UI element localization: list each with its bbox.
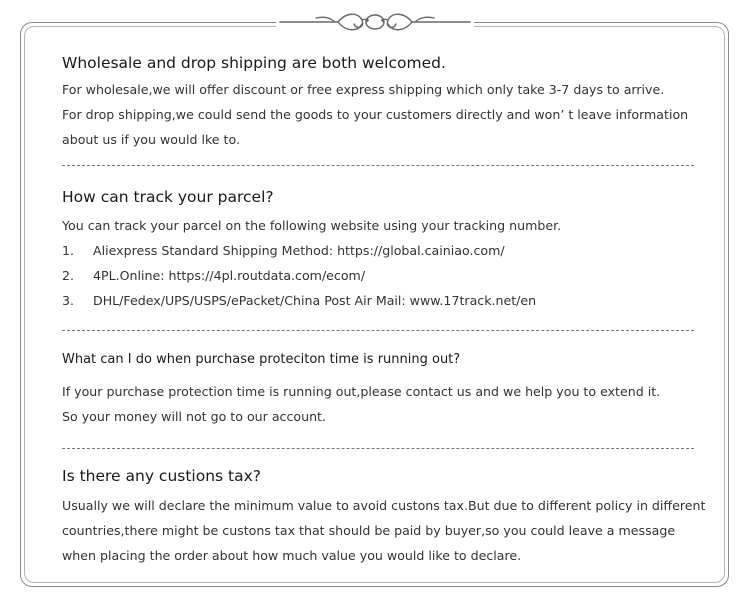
divider [62, 448, 694, 449]
list-item [62, 243, 505, 258]
wholesale-line-1: For wholesale,we will offer discount or free express shipping which only take 3-7 days to arrive. [62, 82, 665, 97]
tracking-intro: You can track your parcel on the following website using your tracking number. [62, 218, 562, 233]
section-title-wholesale: Wholesale and drop shipping are both welcomed. [62, 54, 446, 72]
protection-line-2: So your money will not go to our account. [62, 409, 327, 424]
tax-line-1: Usually we will declare the minimum value to avoid custons tax.But due to different policy in different [62, 498, 706, 513]
divider [62, 165, 694, 166]
list-number: 3. [62, 293, 75, 308]
protection-line-1: If your purchase protection time is running out,please contact us and we help you to extend it. [62, 384, 661, 399]
list-text: Aliexpress Standard Shipping Method: https://global.cainiao.com/ [93, 243, 505, 258]
list-item [62, 268, 365, 283]
tax-line-3: when placing the order about how much value you would like to declare. [62, 548, 522, 563]
section-title-protection: What can I do when purchase proteciton time is running out? [62, 352, 461, 367]
divider [62, 330, 694, 331]
wholesale-line-2: For drop shipping,we could send the goods to your customers directly and won’ t leave information [62, 107, 689, 122]
tax-line-2: countries,there might be custons tax that should be paid by buyer,so you could leave a message [62, 523, 676, 538]
list-number: 2. [62, 268, 75, 283]
wholesale-line-3: about us if you would lke to. [62, 132, 240, 147]
section-title-tracking: How can track your parcel? [62, 188, 274, 206]
section-title-tax: Is there any custions tax? [62, 467, 262, 485]
list-text: DHL/Fedex/UPS/USPS/ePacket/China Post Air Mail: www.17track.net/en [93, 293, 537, 308]
list-text: 4PL.Online: https://4pl.routdata.com/ecom/ [93, 268, 366, 283]
list-item [62, 293, 536, 308]
scroll-ornament-icon [276, 8, 474, 36]
list-number: 1. [62, 243, 75, 258]
